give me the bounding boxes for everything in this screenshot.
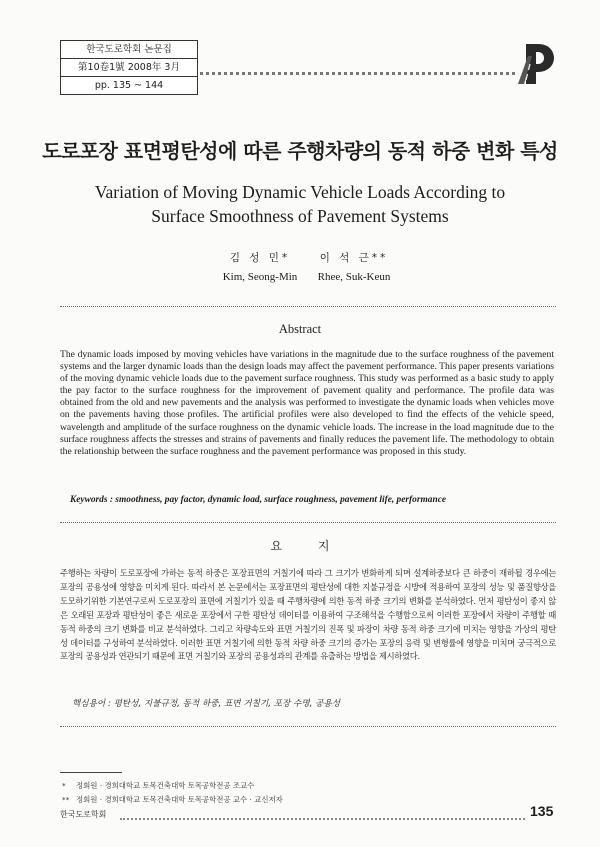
footer-dotted-rule [120, 818, 525, 820]
title-english [0, 180, 600, 228]
abstract-body: The dynamic loads imposed by moving vehicles have variations in the magnitude due to the surface roughness of the pavement systems and the larger dynamic loads than the design loads may affect the pavement performance. This paper presents variations of the moving dynamic vehicle loads due to the pavement surface roughness. This study was performed as a basic study to apply the pay factor to the surface roughness for the improvement of pavement quality and performance. The profile data was obtained from the old and new pavements and the analysis was performed to investigate the dynamic loads when vehicles move on the pavements having those profiles. The artificial profiles were also developed to find the effects of the vehicle speed, wavelength and amplitude of the surface roughness on the dynamic vehicle loads. The increase in the load magnitude due to the surface roughness affects the stresses and strains of pavements and finally reduces the pavement life. The methodology to obtain the relationship between the surface roughness and the pavement performance was proposed in this study. [60, 349, 554, 457]
author-2-name-en: Rhee, Suk-Keun [317, 271, 391, 283]
keywords-korean: 핵심용어 : 평탄성, 지불규정, 동적 하중, 표면 거칠기, 포장 수명, 공용성 [72, 699, 341, 709]
title-english-line2: Surface Smoothness of Pavement Systems [151, 206, 449, 226]
author-block [0, 250, 600, 290]
footnote-2-mark: ** [62, 795, 70, 804]
header-dotted-rule [200, 72, 515, 75]
abstract-heading: Abstract [278, 322, 322, 336]
page-number: 135 [530, 803, 554, 819]
title-english-line1: Variation of Moving Dynamic Vehicle Loads According to [94, 182, 506, 202]
author-2 [284, 250, 424, 283]
footnote-2-text: 정회원 · 경희대학교 토목건축대학 토목공학전공 교수 · 교신저자 [76, 795, 283, 804]
section-divider-bottom [60, 726, 556, 727]
footnote-1-text: 정회원 · 경희대학교 토목건축대학 토목공학전공 조교수 [76, 781, 255, 790]
footer-society: 한국도로학회 [60, 810, 107, 819]
journal-info-box [60, 40, 198, 95]
yoji-body: 주행하는 차량이 도로포장에 가하는 동적 하중은 포장표면의 거칠기에 따라 그 크기가 변화하게 되며 설계하중보다 큰 하중이 재하될 경우에는 포장의 공용성에 영향을 미치게 된다. 따라서 본 논문에서는 포장표면의 평탄성에 대한 지불규정을 시방에 적용하여 포장의 성능 및 품질향상을 도모하기위한 기본연구로써 도로포장의 표면에 거칠기가 있을 때 주행차량에 의한 동적 하중 크기의 변화를 분석하였다. 먼저 평탄성이 좋지 않은 오래된 포장과 평탄성이 좋은 새로운 포장에서 구한 평탄성 데이터를 이용하여 구조해석을 수행함으로써 이러한 포장에서 차량이 주행할 때 동적 하중의 크기 변화를 비교 분석하였다. 그리고 차량속도와 표면 거칠기의 진폭 및 파장이 차량 동적 하중 크기에 미치는 영향을 가상의 평탄성 데이터를 구성하여 분석하였다. 이러한 표면 거칠기에 의한 동적 차량 하중 크기의 증가는 포장의 응력 및 변형률에 영향을 미치며 궁극적으로 포장의 공용성과 연관되기 때문에 표면 거칠기와 포장의 공용성과의 관계를 유출하는 방법을 제시하였다. [60, 568, 556, 662]
journal-volume: 第10卷1號 2008年 3月 [61, 59, 197, 77]
section-divider-middle [60, 522, 556, 523]
title-korean: 도로포장 표면평탄성에 따른 주행차량의 동적 하중 변화 특성 [42, 139, 558, 163]
footnote-rule [60, 772, 122, 773]
section-divider-top [60, 306, 556, 307]
journal-name: 한국도로학회 논문집 [61, 41, 197, 59]
journal-pages: pp. 135 ~ 144 [94, 80, 164, 91]
footnote-1 [62, 780, 254, 791]
author-2-name-ko: 이 석 근** [319, 252, 389, 264]
keywords-english: Keywords : smoothness, pay factor, dynamic load, surface roughness, pavement life, performance [70, 495, 447, 505]
footnote-2 [62, 794, 283, 805]
yoji-heading: 요 지 [270, 539, 346, 553]
author-1-name-en: Kim, Seong-Min [222, 271, 298, 283]
footnote-1-mark: * [62, 781, 66, 790]
journal-logo-icon [516, 40, 556, 86]
author-1-name-ko: 김 성 민* [229, 252, 291, 264]
